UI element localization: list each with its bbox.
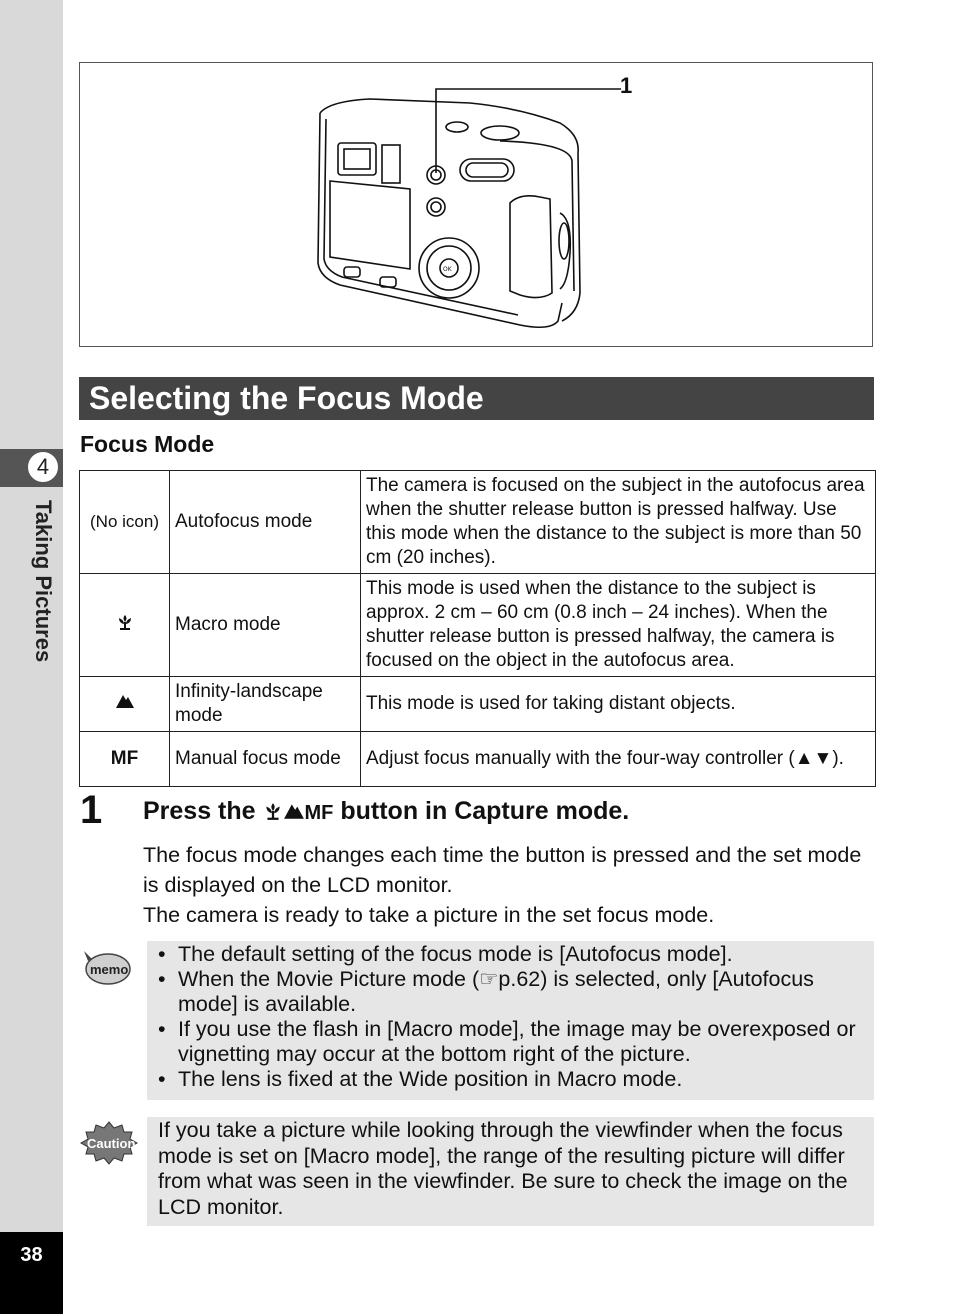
mode-description: The camera is focused on the subject in the autofocus area when the shutter release button is pressed halfway. Use this mode when the distance to the subject is more than 50 cm (20 inches). <box>361 471 876 574</box>
figure-callout: 1 <box>620 73 633 98</box>
section-title: Selecting the Focus Mode <box>89 380 484 416</box>
mountain-icon <box>115 693 135 709</box>
svg-text:OK: OK <box>443 266 452 273</box>
macro-flower-icon <box>116 613 134 631</box>
subheading: Focus Mode <box>80 431 215 457</box>
step-title-after: button in Capture mode. <box>333 797 630 825</box>
manual-focus-icon: MF <box>304 802 334 824</box>
memo-list <box>158 942 870 1092</box>
list-item: • If you use the flash in [Macro mode], the image may be overexposed or vignetting may occur at the bottom right of the picture. <box>158 1017 870 1067</box>
chapter-number: 4 <box>26 450 60 484</box>
table-row <box>80 732 876 787</box>
mode-name: Macro mode <box>170 574 361 677</box>
mode-description: This mode is used for taking distant objects. <box>361 677 876 732</box>
macro-flower-icon <box>263 801 283 821</box>
mode-name: Autofocus mode <box>170 471 361 574</box>
focus-mode-table <box>79 470 876 787</box>
chapter-title: Taking Pictures <box>31 500 56 663</box>
step-number: 1 <box>80 788 103 832</box>
step-body-text: The focus mode changes each time the button is pressed and the set mode is displayed on the LCD monitor. <box>143 843 862 897</box>
list-item: • The default setting of the focus mode is [Autofocus mode]. <box>158 942 870 967</box>
step-title <box>143 797 629 826</box>
caution-text: If you take a picture while looking through the viewfinder when the focus mode is set on [Macro mode], the range of the resulting picture will differ from what was seen in the viewfinder. Be sure to check the image on the LCD monitor. <box>158 1118 848 1219</box>
memo-icon-label: memo <box>90 962 129 977</box>
table-row <box>80 574 876 677</box>
mode-name: Manual focus mode <box>170 732 361 787</box>
table-row <box>80 677 876 732</box>
mode-description: This mode is used when the distance to the subject is approx. 2 cm – 60 cm (0.8 inch – 24 inches). When the shutter release button is pressed halfway, the camera is focused on the object in the autofocus area. <box>361 574 876 677</box>
mode-icon-cell <box>80 677 170 732</box>
mountain-icon <box>283 802 305 820</box>
table-row <box>80 471 876 574</box>
page-number: 38 <box>20 1244 43 1266</box>
caution-icon-label: Caution <box>87 1136 136 1151</box>
list-item: • The lens is fixed at the Wide position in Macro mode. <box>158 1067 870 1092</box>
list-item: • When the Movie Picture mode (☞p.62) is selected, only [Autofocus mode] is available. <box>158 967 870 1017</box>
manual-focus-icon: MF <box>80 732 170 787</box>
step-title-before: Press the <box>143 797 263 825</box>
camera-figure <box>79 62 873 347</box>
mode-description: Adjust focus manually with the four-way controller (▲▼). <box>361 732 876 787</box>
caution-icon <box>80 1120 138 1166</box>
step-body <box>143 840 878 930</box>
mode-icon-cell <box>80 574 170 677</box>
step-body-text: The camera is ready to take a picture in the set focus mode. <box>143 903 715 927</box>
mode-name: Infinity-landscape mode <box>170 677 361 732</box>
mode-icon-cell: (No icon) <box>80 471 170 574</box>
memo-icon <box>80 945 132 987</box>
camera-illustration <box>80 63 874 348</box>
